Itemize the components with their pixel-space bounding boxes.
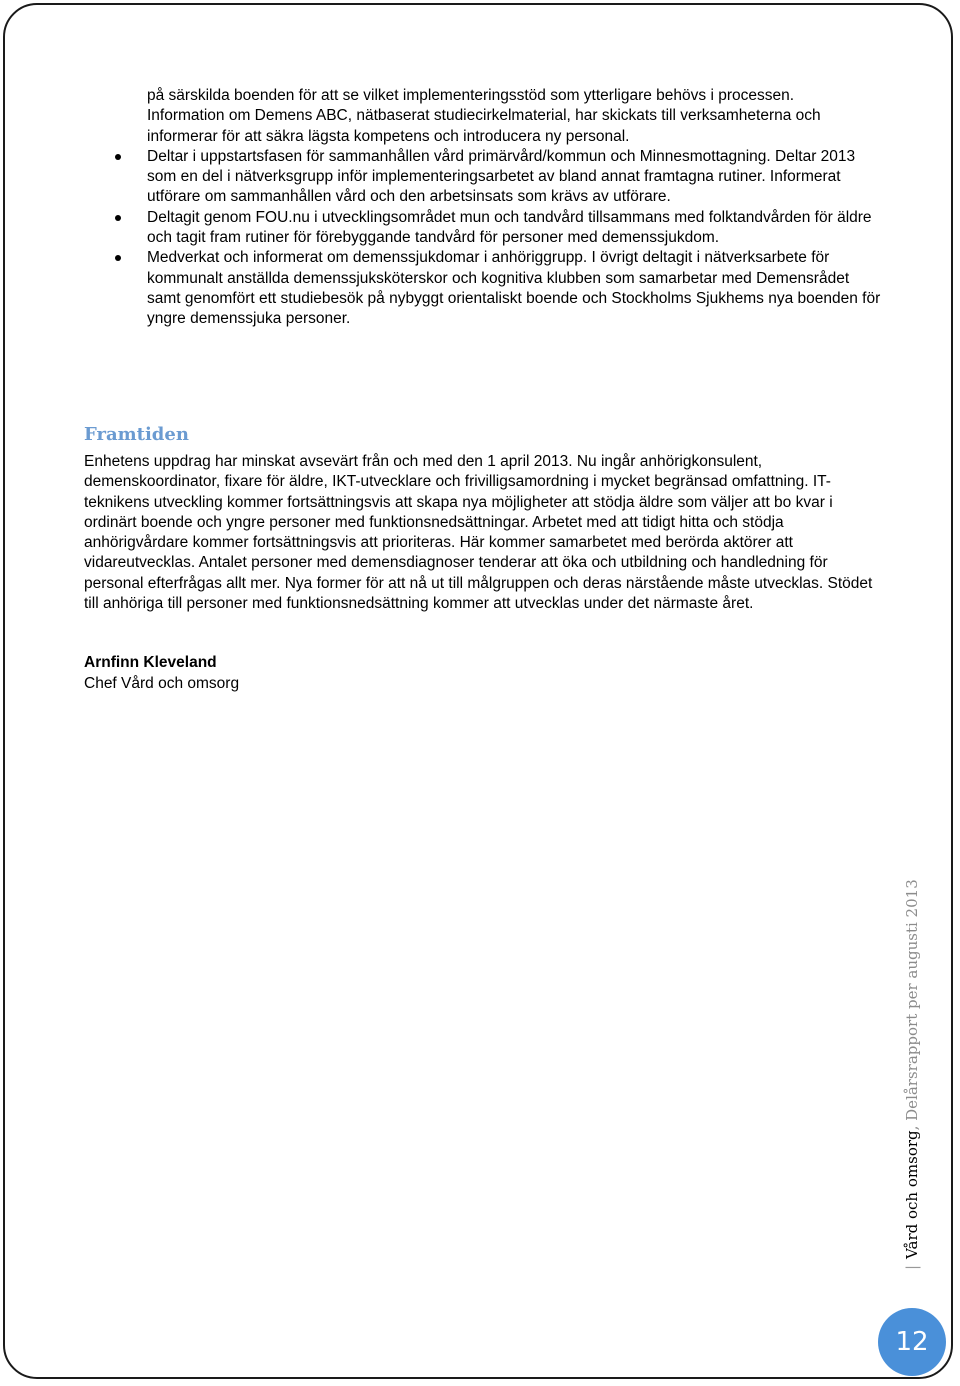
list-item [84, 147, 884, 208]
list-item-text: Medverkat och informerat om demenssjukdomar i anhöriggrupp. I övrigt deltagit i nätverksarbete för kommunalt anställda demenssjuksköterskor och kognitiva klubben som samarbetar med Demensrådet samt genomfört ett studiebesök på nybyggt orientaliskt boende och Stockholms Sjukhems nya boenden för yngre demenssjuka personer. [147, 249, 881, 328]
list-item [84, 208, 884, 249]
footer-department: Vård och omsorg [903, 1130, 921, 1259]
page-content [84, 86, 884, 330]
footer-separator: | [903, 1264, 921, 1270]
section-paragraph: Enhetens uppdrag har minskat avsevärt från och med den 1 april 2013. Nu ingår anhörigkonsulent, demenskoordinator, fixare för äldre, IKT-utvecklare och frivilligsamordning i mycket begränsad omfattning. IT-teknikens utveckling kommer fortsättningsvis att skapa nya möjligheter att stödja äldre som väljer att bo kvar i ordinärt boende och yngre personer med funktionsnedsättningar. Arbetet med att tidigt hitta och stödja anhörigvårdare kommer fortsättningsvis att prioriteras. Här kommer samarbetet med berörda aktörer att vidareutvecklas. Antalet personer med demensdiagnoser tenderar att öka och utbildning och handledning för personal efterfrågas allt mer. Nya former för att nå ut till målgruppen och deras närstående måste utvecklas. Stödet till anhöriga till personer med funktionsnedsättning kommer att utvecklas under det närmaste året. [84, 453, 873, 613]
bullet-list [84, 147, 884, 330]
continuation-line: på särskilda boenden för att se vilket implementeringsstöd som ytterligare behövs i processen. [147, 87, 795, 104]
page-number: 12 [895, 1327, 929, 1357]
footer-report-title: , Delårsrapport per augusti 2013 [903, 879, 921, 1131]
list-item [84, 248, 884, 329]
signature-name: Arnfinn Kleveland [84, 654, 217, 671]
list-item-text: Deltar i uppstartsfasen för sammanhållen vård primärvård/kommun och Minnesmottagning. Deltar 2013 som en del i nätverksgrupp inför implementeringsarbetet av bland annat framtagna rutiner. Informerat utförare om sammanhållen vård och den arbetsinsats som krävs av utförare. [147, 147, 856, 206]
page-number-badge [878, 1308, 946, 1376]
bullet-icon [115, 154, 121, 160]
bullet-icon [115, 255, 121, 261]
signature-block [84, 652, 239, 694]
section-heading: Framtiden [84, 424, 189, 445]
footer-running-title [903, 879, 921, 1270]
continuation-paragraph: Information om Demens ABC, nätbaserat studiecirkelmaterial, har skickats till verksamheterna och informerar för att säkra lägsta kompetens och introducera ny personal. [147, 107, 821, 145]
list-item-text: Deltagit genom FOU.nu i utvecklingsområdet mun och tandvård tillsammans med folktandvården för äldre och tagit fram rutiner för förebyggande tandvård för personer med demenssjukdom. [147, 208, 872, 247]
bullet-icon [115, 215, 121, 221]
signature-title: Chef Vård och omsorg [84, 675, 240, 692]
